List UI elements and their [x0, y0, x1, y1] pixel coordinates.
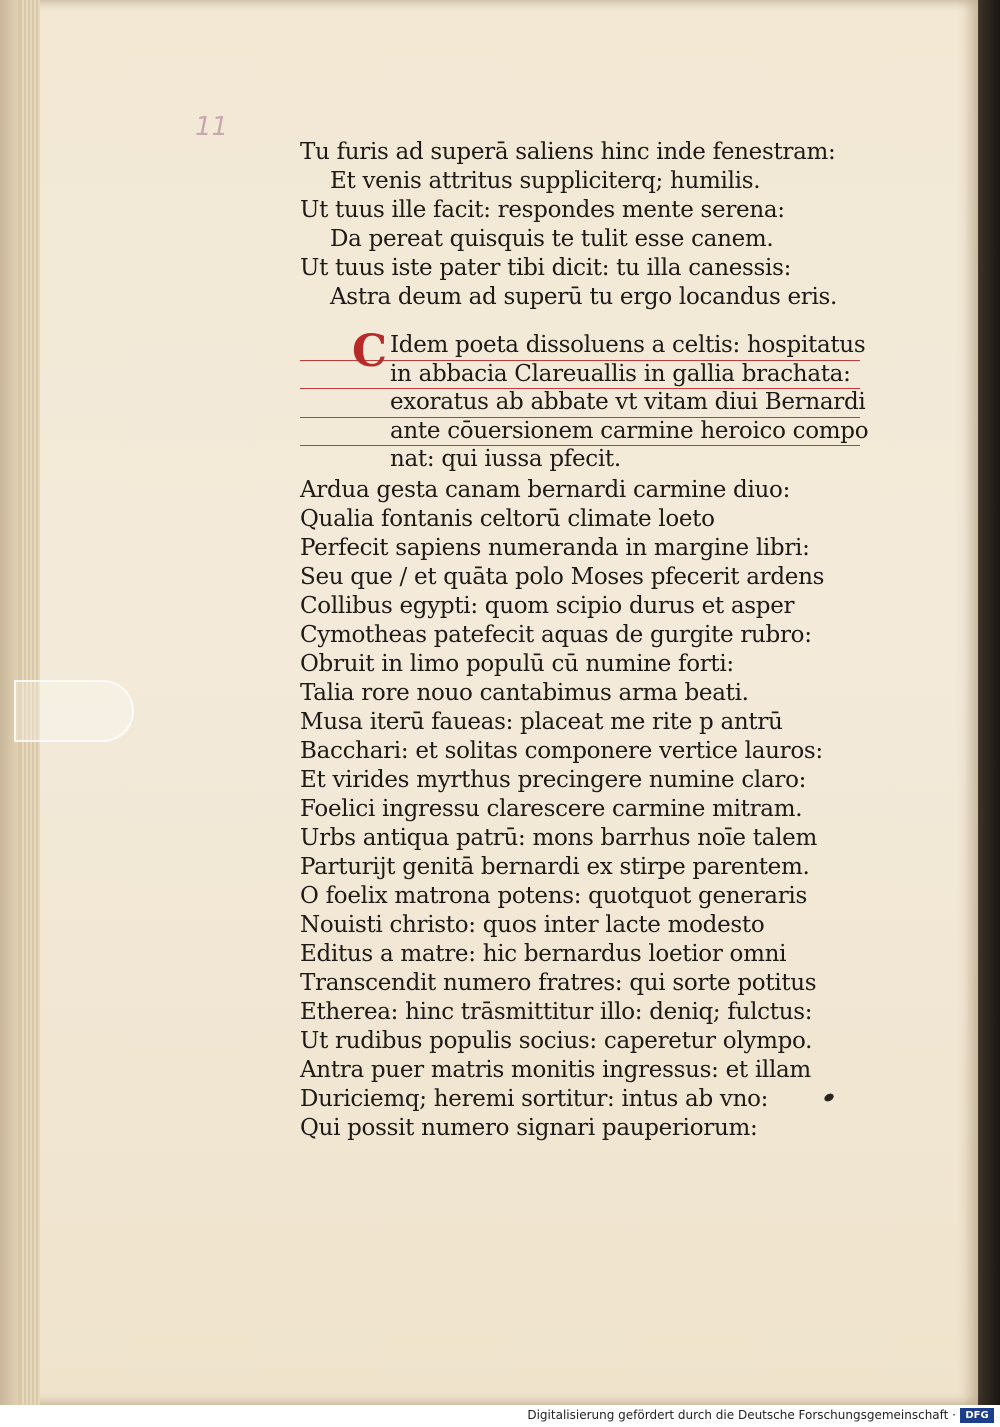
- verse-line: Qualia fontanis celtorū climate loeto: [300, 505, 715, 532]
- verse-line: Musa iterū faueas: placeat me rite p antrū: [300, 708, 783, 735]
- verse-line: Ut rudibus populis socius: caperetur olympo.: [300, 1027, 813, 1054]
- verse-line: Et venis attritus suppliciterq; humilis.: [330, 168, 761, 194]
- verse-line: Obruit in limo populū cū numine forti:: [300, 650, 734, 677]
- footer-credit: Digitalisierung gefördert durch die Deutsche Forschungsgemeinschaft ·: [527, 1408, 956, 1422]
- verse-line: Seu que / et quāta polo Moses pfecerit ardens: [300, 563, 825, 590]
- rubric-line: nat: qui iussa pfecit.: [390, 446, 621, 472]
- rubric-heading: [300, 326, 869, 474]
- rubric-initial: C: [352, 326, 387, 377]
- bookmark-clip: [14, 680, 134, 742]
- verse-line: Antra puer matris monitis ingressus: et illam: [300, 1056, 811, 1083]
- rubric-line: ante cōuersionem carmine heroico compo: [300, 418, 860, 447]
- rubric-line: Idem poeta dissoluens a celtis: hospitatus: [300, 332, 860, 361]
- verse-line: Nouisti christo: quos inter lacte modesto: [300, 911, 765, 938]
- digitization-footer: [0, 1405, 1000, 1427]
- verse-line: Ut tuus iste pater tibi dicit: tu illa canessis:: [300, 255, 792, 281]
- verse-line: Ut tuus ille facit: respondes mente serena:: [300, 197, 785, 223]
- verse-line: O foelix matrona potens: quotquot generaris: [300, 882, 807, 909]
- verse-block-top: [300, 138, 860, 312]
- verse-line: Da pereat quisquis te tulit esse canem.: [330, 226, 774, 252]
- verse-line: Duriciemq; heremi sortitur: intus ab vno:: [300, 1085, 769, 1112]
- verse-line: Et virides myrthus precingere numine claro:: [300, 766, 807, 793]
- verse-line: Bacchari: et solitas componere vertice lauros:: [300, 737, 823, 764]
- verse-line: Transcendit numero fratres: qui sorte potitus: [300, 969, 817, 996]
- verse-line: Qui possit numero signari pauperiorum:: [300, 1114, 758, 1141]
- verse-block-main: [300, 476, 860, 1143]
- verse-line: Editus a matre: hic bernardus loetior omni: [300, 940, 787, 967]
- verse-line: Foelici ingressu clarescere carmine mitram.: [300, 795, 803, 822]
- verse-line: Astra deum ad superū tu ergo locandus eris.: [330, 284, 838, 310]
- pencil-folio-mark: 11: [195, 112, 229, 142]
- verse-line: Cymotheas patefecit aquas de gurgite rubro:: [300, 621, 812, 648]
- verse-line: Collibus egypti: quom scipio durus et asper: [300, 592, 795, 619]
- verse-line: Tu furis ad superā saliens hinc inde fenestram:: [300, 139, 836, 165]
- rubric-line: exoratus ab abbate vt vitam diui Bernardi: [300, 389, 860, 418]
- verse-line: Etherea: hinc trāsmittitur illo: deniq; fulctus:: [300, 998, 813, 1025]
- rubric-line: in abbacia Clareuallis in gallia brachata:: [300, 361, 860, 390]
- verse-line: Perfecit sapiens numeranda in margine libri:: [300, 534, 810, 561]
- dfg-logo: DFG: [960, 1408, 994, 1423]
- verse-line: Parturijt genitā bernardi ex stirpe parentem.: [300, 853, 810, 880]
- verse-line: Ardua gesta canam bernardi carmine diuo:: [300, 476, 791, 503]
- page-text: [300, 138, 869, 1143]
- verse-line: Talia rore nouo cantabimus arma beati.: [300, 679, 749, 706]
- verse-line: Urbs antiqua patrū: mons barrhus noīe talem: [300, 824, 817, 851]
